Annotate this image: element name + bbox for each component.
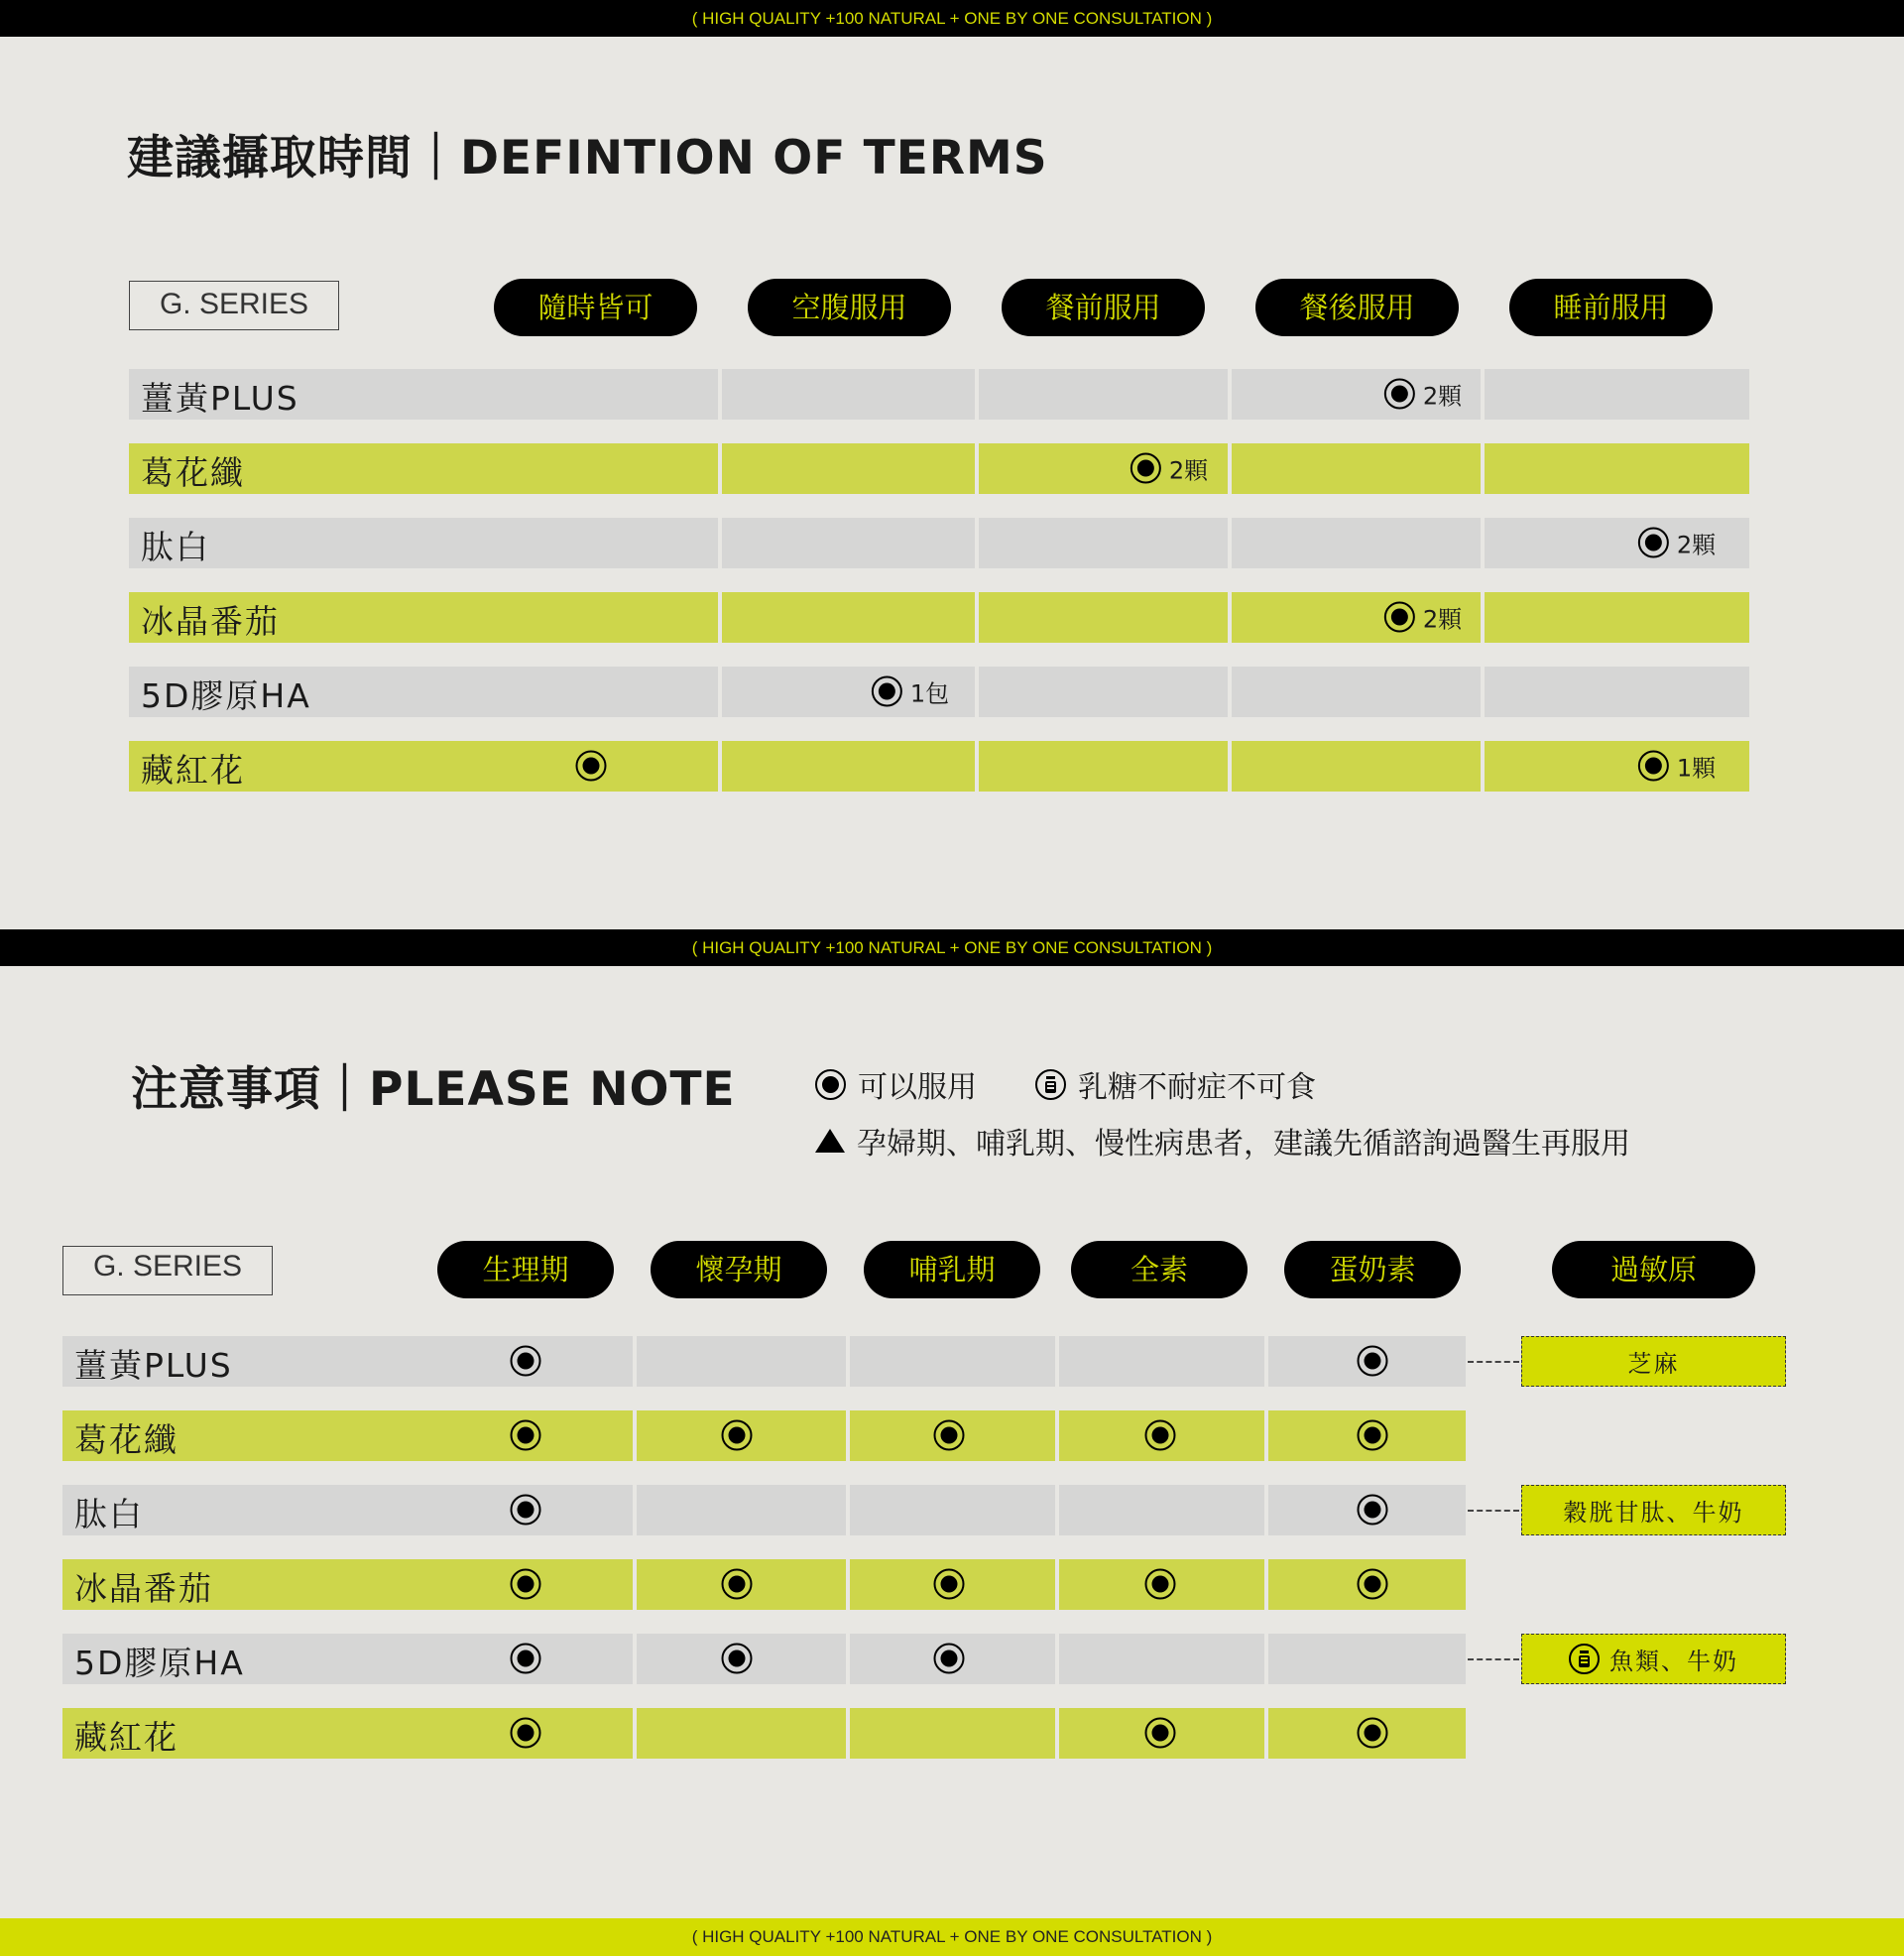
table-cell	[1059, 1336, 1264, 1387]
allergen-text: 魚類、牛奶	[1609, 1648, 1738, 1675]
bottom-banner	[0, 1918, 1904, 1956]
bullseye-icon	[934, 1644, 965, 1674]
bullseye-icon	[1638, 751, 1669, 782]
table-cell	[637, 1708, 846, 1759]
table-cell	[979, 592, 1228, 643]
bullseye-icon	[872, 676, 902, 707]
bullseye-icon	[1358, 1346, 1388, 1377]
dose-mark	[576, 751, 607, 782]
bullseye-icon	[1145, 1569, 1176, 1600]
can-take-mark	[511, 1420, 541, 1451]
header-pill: 懷孕期	[651, 1241, 827, 1298]
table-row	[0, 443, 1904, 494]
header-pill: 空腹服用	[748, 279, 951, 336]
table-cell	[1268, 1634, 1466, 1684]
can-take-mark	[934, 1569, 965, 1600]
table-cell	[722, 741, 975, 792]
bullseye-icon	[1358, 1718, 1388, 1749]
bullseye-icon	[511, 1569, 541, 1600]
bullseye-icon	[1358, 1495, 1388, 1526]
warning-triangle-icon	[815, 1129, 845, 1153]
header-pill: 全素	[1071, 1241, 1248, 1298]
header-pill: 蛋奶素	[1284, 1241, 1461, 1298]
table-cell	[722, 443, 975, 494]
bullseye-icon	[722, 1420, 753, 1451]
lactose-jar-icon	[1569, 1644, 1600, 1674]
header-pill: 睡前服用	[1509, 279, 1713, 336]
row-label: 葛花纖	[74, 1420, 178, 1459]
allergen-box	[1521, 1485, 1786, 1535]
header-pill: 生理期	[437, 1241, 614, 1298]
dose-mark	[1384, 600, 1462, 635]
bullseye-icon	[1130, 453, 1161, 484]
table-cell	[850, 1336, 1055, 1387]
header-pill: 隨時皆可	[494, 279, 697, 336]
table-row	[0, 518, 1904, 568]
bullseye-icon	[934, 1420, 965, 1451]
table-cell	[979, 667, 1228, 717]
can-take-mark	[511, 1644, 541, 1674]
banner-text: ( HIGH QUALITY +100 NATURAL + ONE BY ONE CONSULTATION )	[691, 938, 1213, 957]
bullseye-icon	[1145, 1420, 1176, 1451]
dose-text: 2顆	[1422, 382, 1463, 411]
bullseye-icon	[511, 1495, 541, 1526]
bullseye-icon	[576, 751, 607, 782]
allergen-box	[1521, 1634, 1786, 1684]
bullseye-icon	[1358, 1569, 1388, 1600]
dose-mark	[1638, 526, 1716, 560]
row-label: 葛花纖	[141, 453, 245, 492]
row-label: 藏紅花	[74, 1718, 178, 1757]
table-cell	[1232, 741, 1481, 792]
banner-text: ( HIGH QUALITY +100 NATURAL + ONE BY ONE CONSULTATION )	[691, 1927, 1213, 1946]
row-label: 肽白	[141, 528, 210, 566]
table-row	[0, 1708, 1904, 1759]
legend-warning-label: 孕婦期、哺乳期、慢性病患者，建議先循諮詢過醫生再服用	[857, 1127, 1630, 1161]
table-row	[0, 592, 1904, 643]
table-row	[0, 1410, 1904, 1461]
can-take-mark	[511, 1718, 541, 1749]
allergen-box	[1521, 1336, 1786, 1387]
dose-mark	[1130, 451, 1208, 486]
legend-can-take-label: 可以服用	[858, 1070, 977, 1105]
header-pill: 哺乳期	[864, 1241, 1040, 1298]
can-take-mark	[1145, 1569, 1176, 1600]
table-cell	[637, 1336, 846, 1387]
series-label-1: G. SERIES	[129, 281, 339, 330]
dose-mark	[872, 674, 949, 709]
bullseye-icon	[511, 1420, 541, 1451]
can-take-mark	[1358, 1346, 1388, 1377]
series-label-2: G. SERIES	[62, 1246, 273, 1295]
table-cell	[637, 1485, 846, 1535]
row-label: 薑黃PLUS	[74, 1346, 233, 1385]
can-take-mark	[1358, 1718, 1388, 1749]
table-cell	[1059, 1634, 1264, 1684]
table-row	[0, 369, 1904, 420]
section2-title: 注意事項｜PLEASE NOTE	[131, 1062, 736, 1117]
section1-title: 建議攝取時間｜DEFINTION OF TERMS	[127, 131, 1048, 185]
bullseye-icon	[815, 1069, 846, 1100]
dose-mark	[1384, 377, 1462, 412]
allergen-text: 穀胱甘肽、牛奶	[1563, 1499, 1744, 1527]
bullseye-icon	[722, 1644, 753, 1674]
middle-banner	[0, 929, 1904, 966]
bullseye-icon	[1384, 602, 1415, 633]
row-label: 冰晶番茄	[74, 1569, 213, 1608]
row-label: 薑黃PLUS	[141, 379, 299, 418]
top-banner	[0, 0, 1904, 37]
table-row	[0, 741, 1904, 792]
bullseye-icon	[511, 1644, 541, 1674]
can-take-mark	[1145, 1718, 1176, 1749]
can-take-mark	[511, 1346, 541, 1377]
bullseye-icon	[1384, 379, 1415, 410]
legend-can-take	[815, 1062, 977, 1106]
dose-text: 1包	[909, 679, 950, 708]
row-label: 5D膠原HA	[141, 676, 311, 715]
table-cell	[850, 1708, 1055, 1759]
table-row	[0, 1485, 1904, 1535]
banner-text: ( HIGH QUALITY +100 NATURAL + ONE BY ONE CONSULTATION )	[691, 9, 1213, 28]
bullseye-icon	[1358, 1420, 1388, 1451]
table-cell	[722, 592, 975, 643]
table-row	[0, 1634, 1904, 1684]
table-row	[0, 667, 1904, 717]
can-take-mark	[934, 1644, 965, 1674]
bullseye-icon	[511, 1718, 541, 1749]
table-cell	[979, 518, 1228, 568]
can-take-mark	[1358, 1569, 1388, 1600]
can-take-mark	[1145, 1420, 1176, 1451]
table-cell	[62, 1485, 633, 1535]
legend-lactose	[1035, 1062, 1316, 1106]
dose-text: 2顆	[1422, 605, 1463, 634]
table-cell	[1485, 369, 1749, 420]
bullseye-icon	[1145, 1718, 1176, 1749]
row-label: 冰晶番茄	[141, 602, 280, 641]
lactose-jar-icon	[1035, 1069, 1066, 1100]
bullseye-icon	[934, 1569, 965, 1600]
bullseye-icon	[1638, 528, 1669, 558]
table-cell	[1485, 443, 1749, 494]
can-take-mark	[722, 1569, 753, 1600]
row-label: 藏紅花	[141, 751, 245, 790]
legend-warning	[815, 1119, 1630, 1162]
can-take-mark	[722, 1420, 753, 1451]
table-cell	[850, 1485, 1055, 1535]
table-cell	[979, 741, 1228, 792]
table-cell	[1485, 667, 1749, 717]
table-cell	[129, 518, 718, 568]
allergen-text: 芝麻	[1627, 1350, 1680, 1378]
table-cell	[1232, 667, 1481, 717]
table-cell	[1485, 592, 1749, 643]
allergen-connector	[1468, 1361, 1519, 1363]
table-row	[0, 1336, 1904, 1387]
row-label: 肽白	[74, 1495, 144, 1533]
can-take-mark	[1358, 1420, 1388, 1451]
can-take-mark	[722, 1644, 753, 1674]
allergen-header-pill: 過敏原	[1552, 1241, 1755, 1298]
allergen-connector	[1468, 1658, 1519, 1660]
row-label: 5D膠原HA	[74, 1644, 245, 1682]
dose-mark	[1638, 749, 1716, 784]
table-cell	[1232, 518, 1481, 568]
table-cell	[1232, 443, 1481, 494]
header-pill: 餐後服用	[1255, 279, 1459, 336]
table-cell	[1059, 1485, 1264, 1535]
table-cell	[722, 518, 975, 568]
can-take-mark	[511, 1569, 541, 1600]
can-take-mark	[1358, 1495, 1388, 1526]
allergen-connector	[1468, 1510, 1519, 1512]
table-cell	[722, 369, 975, 420]
bullseye-icon	[722, 1569, 753, 1600]
header-pill: 餐前服用	[1002, 279, 1205, 336]
can-take-mark	[511, 1495, 541, 1526]
dose-text: 2顆	[1676, 531, 1717, 559]
can-take-mark	[934, 1420, 965, 1451]
dose-text: 2顆	[1168, 456, 1209, 485]
table-cell	[979, 369, 1228, 420]
table-row	[0, 1559, 1904, 1610]
dose-text: 1顆	[1676, 754, 1717, 783]
bullseye-icon	[511, 1346, 541, 1377]
legend-lactose-label: 乳糖不耐症不可食	[1078, 1070, 1316, 1105]
